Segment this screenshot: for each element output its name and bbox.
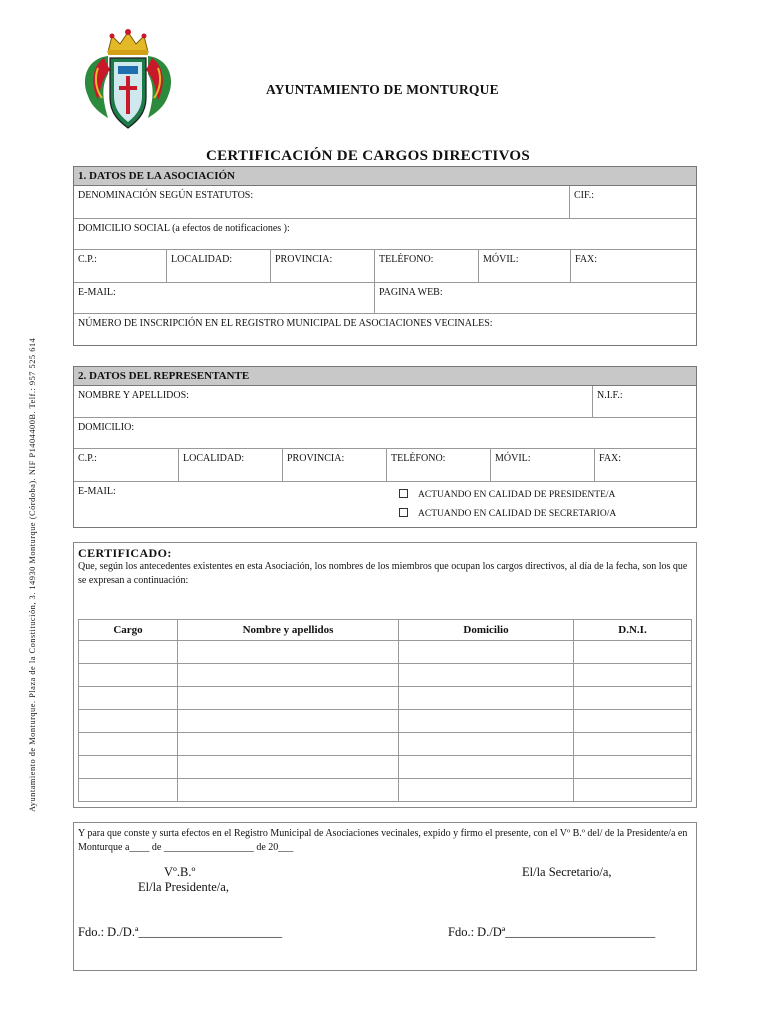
checkbox-presidente[interactable] (399, 489, 408, 498)
form-row (74, 219, 696, 250)
secretario-option-label: ACTUANDO EN CALIDAD DE SECRETARIO/A (418, 509, 617, 519)
cargo-cell[interactable] (79, 756, 178, 779)
nombre-cell[interactable] (178, 779, 399, 802)
vobo-label: Vº.B.º (164, 865, 196, 879)
signature-line-secretario[interactable]: Fdo.: D./Dª________________________ (448, 925, 656, 939)
domicilio-cell[interactable] (399, 779, 574, 802)
certificado-label: CERTIFICADO: (78, 546, 172, 560)
checkbox-secretario[interactable] (399, 508, 408, 517)
form-row (74, 482, 696, 527)
table-row (79, 664, 692, 687)
column-header-dni: D.N.I. (574, 620, 692, 641)
telefono-field[interactable]: TELÉFONO: (374, 250, 478, 282)
secretario-option[interactable] (399, 508, 616, 519)
provincia-field[interactable]: PROVINCIA: (270, 250, 374, 282)
municipality-title: AYUNTAMIENTO DE MONTURQUE (266, 82, 499, 97)
form-row (74, 314, 696, 345)
dni-cell[interactable] (574, 733, 692, 756)
table-row (79, 641, 692, 664)
fax-field[interactable]: FAX: (594, 449, 696, 481)
domicilio-cell[interactable] (399, 664, 574, 687)
cargo-cell[interactable] (79, 733, 178, 756)
table-row (79, 756, 692, 779)
table-row (79, 687, 692, 710)
certificado-section (73, 542, 697, 808)
domicilio-field[interactable]: DOMICILIO: (78, 422, 135, 433)
section-association-data (73, 166, 697, 346)
movil-field[interactable]: MÓVIL: (490, 449, 594, 481)
cargo-cell[interactable] (79, 687, 178, 710)
section-title: 2. DATOS DEL REPRESENTANTE (74, 367, 696, 386)
web-field[interactable]: PAGINA WEB: (374, 283, 696, 313)
localidad-field[interactable]: LOCALIDAD: (178, 449, 282, 481)
dni-cell[interactable] (574, 779, 692, 802)
municipal-coat-of-arms-icon (78, 28, 178, 132)
dni-cell[interactable] (574, 710, 692, 733)
column-header-cargo: Cargo (79, 620, 178, 641)
nombre-cell[interactable] (178, 756, 399, 779)
dni-cell[interactable] (574, 756, 692, 779)
cp-field[interactable]: C.P.: (78, 254, 97, 265)
document-title: CERTIFICACIÓN DE CARGOS DIRECTIVOS (206, 148, 531, 164)
presidente-option[interactable] (399, 489, 615, 500)
signature-line-presidente[interactable]: Fdo.: D./D.ª_______________________ (78, 925, 283, 939)
domicilio-cell[interactable] (399, 733, 574, 756)
provincia-field[interactable]: PROVINCIA: (282, 449, 386, 481)
table-row (79, 710, 692, 733)
signature-section (73, 822, 697, 971)
section-title: 1. DATOS DE LA ASOCIACIÓN (74, 167, 696, 186)
cif-field[interactable]: CIF.: (569, 186, 696, 218)
nombre-field[interactable]: NOMBRE Y APELLIDOS: (78, 390, 189, 401)
nombre-cell[interactable] (178, 733, 399, 756)
denominacion-field[interactable]: DENOMINACIÓN SEGÚN ESTATUTOS: (78, 190, 254, 201)
side-address-note: Ayuntamiento de Monturque. Plaza de la Constitución, 3. 14930 Monturque (Córdoba). NIF P1404400B. Telf.: 957 525 614 (28, 337, 37, 812)
localidad-field[interactable]: LOCALIDAD: (166, 250, 270, 282)
members-table (78, 619, 692, 802)
nif-field[interactable]: N.I.F.: (592, 386, 696, 417)
inscripcion-field[interactable]: NÚMERO DE INSCRIPCIÓN EN EL REGISTRO MUNICIPAL DE ASOCIACIONES VECINALES: (78, 318, 493, 329)
section-representative-data (73, 366, 697, 528)
domicilio-cell[interactable] (399, 641, 574, 664)
dni-cell[interactable] (574, 664, 692, 687)
cargo-cell[interactable] (79, 710, 178, 733)
form-row (74, 283, 696, 314)
presidente-option-label: ACTUANDO EN CALIDAD DE PRESIDENTE/A (418, 490, 616, 500)
nombre-cell[interactable] (178, 687, 399, 710)
table-row (79, 733, 692, 756)
dni-cell[interactable] (574, 687, 692, 710)
column-header-domicilio: Domicilio (399, 620, 574, 641)
nombre-cell[interactable] (178, 641, 399, 664)
domicilio-cell[interactable] (399, 756, 574, 779)
domicilio-social-field[interactable]: DOMICILIO SOCIAL (a efectos de notificaciones ): (78, 223, 290, 234)
form-row (74, 250, 696, 283)
secretario-label: El/la Secretario/a, (522, 865, 612, 879)
fax-field[interactable]: FAX: (570, 250, 696, 282)
telefono-field[interactable]: TELÉFONO: (386, 449, 490, 481)
nombre-cell[interactable] (178, 664, 399, 687)
email-field[interactable]: E-MAIL: (78, 287, 116, 298)
certificado-text: Que, según los antecedentes existentes en esta Asociación, los nombres de los miembros que ocupan los cargos directivos, al día de la fecha, son los que se expresan a continuación: (78, 561, 688, 586)
cargo-cell[interactable] (79, 664, 178, 687)
email-field[interactable]: E-MAIL: (78, 486, 116, 497)
cargo-cell[interactable] (79, 641, 178, 664)
form-row (74, 186, 696, 219)
form-row (74, 449, 696, 482)
domicilio-cell[interactable] (399, 710, 574, 733)
form-row (74, 386, 696, 418)
presidente-label: El/la Presidente/a, (138, 880, 229, 894)
cargo-cell[interactable] (79, 779, 178, 802)
closing-text: Y para que conste y surta efectos en el Registro Municipal de Asociaciones vecinales, expido y firmo el presente, con el Vº B.º del/ de la Presidente/a en Monturque a____ de __________________ de 20___ (78, 828, 688, 853)
nombre-cell[interactable] (178, 710, 399, 733)
form-row (74, 418, 696, 449)
dni-cell[interactable] (574, 641, 692, 664)
movil-field[interactable]: MÓVIL: (478, 250, 570, 282)
table-row (79, 779, 692, 802)
column-header-nombre: Nombre y apellidos (178, 620, 399, 641)
cp-field[interactable]: C.P.: (78, 453, 97, 464)
domicilio-cell[interactable] (399, 687, 574, 710)
